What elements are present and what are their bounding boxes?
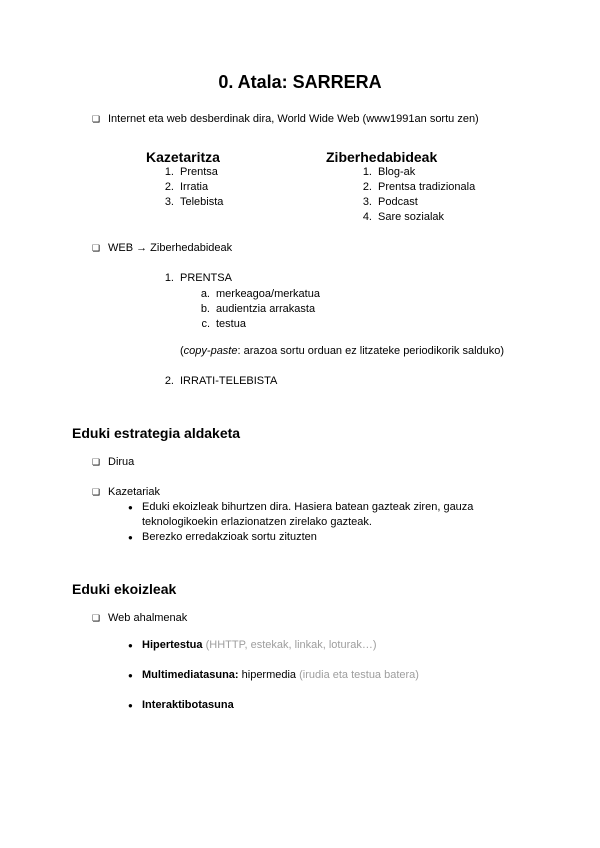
checkbox-square-icon: ❏ [92,457,101,467]
web-ahalmenak-item: ❏ Web ahalmenak [92,612,188,624]
checkbox-square-icon: ❏ [92,114,101,124]
ziberhedabideak-item: 3. Podcast [362,196,418,208]
bullet-icon: ● [128,503,133,512]
page-title: 0. Atala: SARRERA [218,72,382,92]
estrategia-heading: Eduki estrategia aldaketa [72,425,241,441]
prentsa-subitem: b. audientzia arrakasta [200,303,316,315]
prentsa-subitem: c. testua [201,318,246,330]
bullet-icon: ● [128,641,133,650]
web-text: WEB → Ziberhedabideak [108,242,233,254]
bullet-item: ● Berezko erredakzioak sortu zituzten [128,531,317,543]
kazetaritza-item: 1. Prentsa [164,166,218,178]
web-item [92,241,232,256]
dirua-item: ❏ Dirua [92,456,135,468]
intro-text: Internet eta web desberdinak dira, World Wide Web (www1991an sortu zen) [108,113,479,125]
bullet-item: ● Interaktibotasuna [128,699,234,711]
bullet-item: ● Eduki ekoizleak bihurtzen dira. Hasiera batean gazteak ziren, gauza [128,501,474,513]
bullet-item: ● Multimediatasuna: hipermedia (irudia eta testua batera) [128,669,419,681]
ziberhedabideak-item: 4. Sare sozialak [362,211,445,223]
bullet-icon: ● [128,671,133,680]
ziberhedabideak-item: 2. Prentsa tradizionala [362,181,476,193]
kazetaritza-heading: Kazetaritza [146,149,220,165]
prentsa-subitem: a. merkeagoa/merkatua [200,288,320,300]
kazetariak-item: ❏ Kazetariak [92,486,160,498]
bullet-icon: ● [128,533,133,542]
ziberhedabideak-item: 1. Blog-ak [362,166,416,178]
ekoizleak-heading: Eduki ekoizleak [72,581,177,597]
checkbox-square-icon: ❏ [92,613,101,623]
checkbox-square-icon: ❏ [92,487,101,497]
intro-item [92,112,479,127]
checkbox-square-icon: ❏ [92,243,101,253]
irrati-telebista-item: 2. IRRATI-TELEBISTA [164,375,278,387]
copy-paste-note: (copy-paste: arazoa sortu orduan ez litzateke periodikorik salduko) [180,345,505,357]
bullet-icon: ● [128,701,133,710]
bullet-item: ● Hipertestua (HHTTP, estekak, linkak, loturak…) [128,639,377,651]
kazetaritza-item: 3. Telebista [164,196,224,208]
prentsa-item: 1. PRENTSA [164,272,232,284]
ziberhedabideak-heading: Ziberhedabideak [326,149,438,165]
bullet-continuation: teknologikoekin erlazionatzen zirelako gazteak. [142,516,372,528]
kazetaritza-item: 2. Irratia [164,181,209,193]
